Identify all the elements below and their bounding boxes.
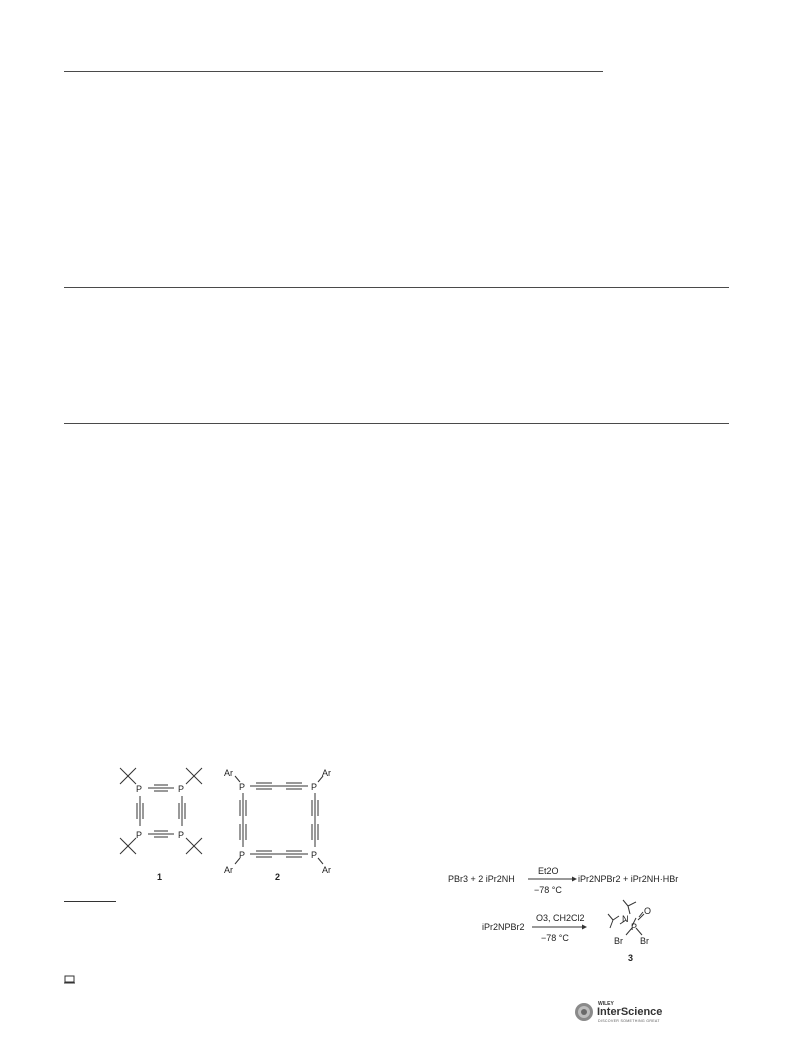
atom-br: Br [640, 936, 649, 946]
atom-p: P [239, 850, 246, 860]
logo-brand: WILEY [598, 1001, 614, 1007]
wiley-interscience-logo [574, 999, 684, 1025]
atom-br: Br [614, 936, 623, 946]
compound-2-structure [235, 776, 323, 864]
atom-p: P [239, 782, 246, 792]
logo-tagline: DISCOVER SOMETHING GREAT [598, 1019, 660, 1023]
reaction1-reactants: PBr3 + 2 iPr2NH [448, 874, 515, 884]
atom-p: P [178, 830, 185, 840]
compound-1-structure [120, 768, 202, 854]
atom-p: P [178, 784, 185, 794]
compound-1-label: 1 [157, 872, 163, 882]
reaction1-products: iPr2NPBr2 + iPr2NH·HBr [578, 874, 679, 884]
substituent-ar: Ar [224, 768, 233, 778]
section-rule-2 [64, 423, 729, 424]
reaction2-reagent-bottom: −78 °C [541, 933, 569, 943]
atom-p: P [311, 782, 318, 792]
reaction2-reactant: iPr2NPBr2 [482, 922, 525, 932]
reaction1-reagent-top: Et2O [538, 866, 559, 876]
reaction-scheme [448, 862, 698, 962]
atom-o: O [644, 906, 652, 916]
compound-3-atoms [614, 906, 651, 962]
atom-p: P [136, 830, 143, 840]
atom-p: P [631, 922, 638, 932]
logo-name: InterScience [597, 1006, 663, 1018]
substituent-ar: Ar [224, 865, 233, 875]
compound-3-label: 3 [628, 953, 634, 962]
atom-p: P [311, 850, 318, 860]
atom-n: N [622, 914, 629, 924]
macrocycle-figure [110, 760, 370, 890]
atom-p: P [136, 784, 143, 794]
reaction2-reagent-top: O3, CH2Cl2 [536, 913, 585, 923]
reaction1-reagent-bottom: −78 °C [534, 885, 562, 895]
interscience-logo-graphic [574, 999, 684, 1025]
footnote-icon [64, 975, 75, 984]
section-rule-1 [64, 287, 729, 288]
substituent-ar: Ar [322, 865, 331, 875]
footnote-rule [64, 901, 116, 902]
substituent-ar: Ar [322, 768, 331, 778]
header-rule [64, 71, 603, 72]
compound-2-label: 2 [275, 872, 281, 882]
